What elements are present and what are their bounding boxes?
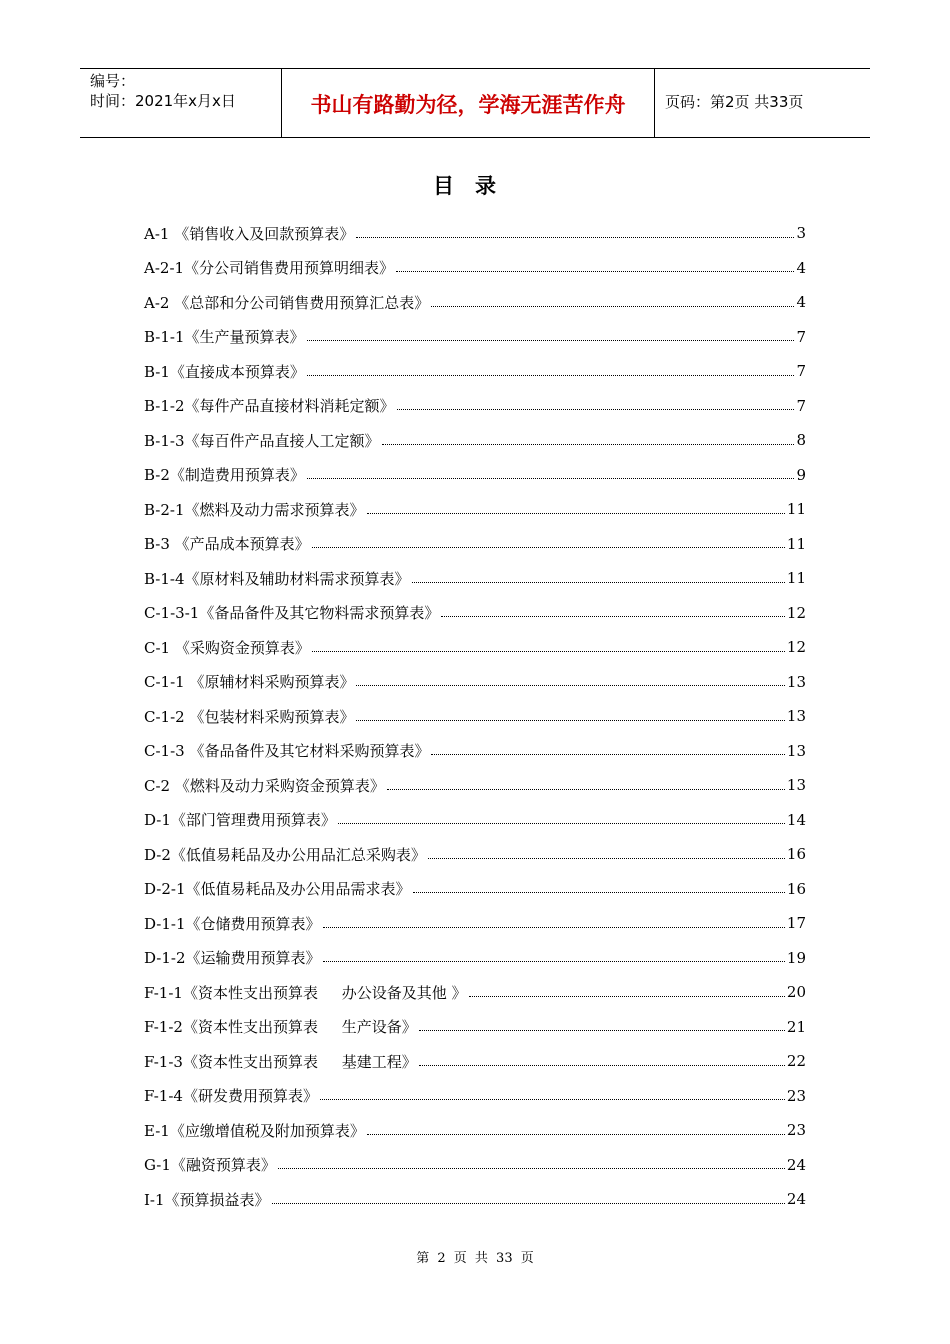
toc-entry-label: D-2-1《低值易耗品及办公用品需求表》 — [144, 880, 411, 899]
page-footer: 第 2 页 共 33 页 — [416, 1251, 534, 1266]
toc-entry-label: C-1-3-1《备品备件及其它物料需求预算表》 — [144, 604, 440, 623]
toc-entry-label: B-1《直接成本预算表》 — [144, 362, 305, 381]
toc-entry-page: 9 — [796, 465, 806, 484]
toc-entry-label: A-1 《销售收入及回款预算表》 — [144, 224, 355, 243]
toc-entry[interactable] — [144, 596, 806, 631]
toc-entry-label: D-1《部门管理费用预算表》 — [144, 811, 336, 830]
toc-entry-label: D-2《低值易耗品及办公用品汇总采购表》 — [144, 845, 426, 864]
toc-entry-page: 20 — [786, 983, 806, 1002]
toc-entry[interactable] — [144, 492, 806, 527]
toc-leader-dots — [431, 754, 784, 755]
toc-leader-dots — [441, 616, 785, 617]
toc-entry-label: A-2 《总部和分公司销售费用预算汇总表》 — [144, 293, 430, 312]
toc-entry-page: 24 — [786, 1155, 806, 1174]
toc-leader-dots — [356, 720, 784, 721]
toc-leader-dots — [272, 1203, 785, 1204]
toc-entry-page: 3 — [796, 224, 806, 243]
header-motto: 书山有路勤为径，学海无涯苦作舟 — [310, 93, 626, 117]
toc-entry-label: B-2《制造费用预算表》 — [144, 466, 305, 485]
toc-entry[interactable] — [144, 216, 806, 251]
toc-entry[interactable] — [144, 837, 806, 872]
toc-leader-dots — [428, 858, 785, 859]
toc-entry-label: C-1-1 《原辅材料采购预算表》 — [144, 673, 355, 692]
toc-leader-dots — [382, 444, 795, 445]
header-meta-cell — [80, 69, 282, 137]
toc-entry[interactable] — [144, 285, 806, 320]
toc-entry-label: F-1-4《研发费用预算表》 — [144, 1087, 318, 1106]
header-page-info: 页码：第2页 共33页 — [665, 93, 804, 111]
toc-leader-dots — [367, 1134, 785, 1135]
toc-entry[interactable] — [144, 561, 806, 596]
toc-entry-label: E-1《应缴增值税及附加预算表》 — [144, 1121, 365, 1140]
toc-leader-dots — [338, 823, 785, 824]
toc-entry-page: 16 — [786, 879, 806, 898]
toc-entry-page: 13 — [786, 672, 806, 691]
header-page-cell — [655, 69, 870, 137]
toc-entry[interactable] — [144, 389, 806, 424]
toc-entry-page: 8 — [796, 431, 806, 450]
toc-entry-page: 12 — [786, 638, 806, 657]
toc-leader-dots — [396, 271, 794, 272]
document-number-label: 编号： — [90, 72, 136, 90]
toc-entry[interactable] — [144, 768, 806, 803]
toc-leader-dots — [323, 927, 785, 928]
toc-entry-page: 23 — [786, 1121, 806, 1140]
toc-entry-label: B-2-1《燃料及动力需求预算表》 — [144, 500, 365, 519]
toc-entry-page: 13 — [786, 707, 806, 726]
toc-leader-dots — [320, 1099, 785, 1100]
toc-leader-dots — [431, 306, 794, 307]
toc-entry[interactable] — [144, 458, 806, 493]
toc-leader-dots — [307, 375, 795, 376]
toc-entry-label: B-1-4《原材料及辅助材料需求预算表》 — [144, 569, 410, 588]
toc-entry-page: 17 — [786, 914, 806, 933]
toc-entry[interactable] — [144, 354, 806, 389]
toc-entry-page: 13 — [786, 741, 806, 760]
toc-entry-label: F-1-3《资本性支出预算表 基建工程》 — [144, 1052, 417, 1071]
toc-entry[interactable] — [144, 630, 806, 665]
toc-entry-label: B-1-1《生产量预算表》 — [144, 328, 305, 347]
table-of-contents — [144, 216, 806, 1217]
toc-entry-page: 19 — [786, 948, 806, 967]
toc-entry-page: 21 — [786, 1017, 806, 1036]
toc-entry-label: B-1-2《每件产品直接材料消耗定额》 — [144, 397, 395, 416]
toc-entry-label: C-1-3 《备品备件及其它材料采购预算表》 — [144, 742, 430, 761]
header-motto-cell — [282, 69, 655, 137]
toc-entry-label: I-1《预算损益表》 — [144, 1190, 270, 1209]
toc-entry-page: 7 — [796, 327, 806, 346]
toc-leader-dots — [307, 340, 795, 341]
toc-entry[interactable] — [144, 803, 806, 838]
toc-entry[interactable] — [144, 1079, 806, 1114]
toc-entry-label: B-3 《产品成本预算表》 — [144, 535, 310, 554]
document-time-label: 时间：2021年x月x日 — [90, 92, 236, 110]
toc-entry-page: 4 — [796, 258, 806, 277]
toc-entry[interactable] — [144, 1182, 806, 1217]
toc-entry-label: A-2-1《分公司销售费用预算明细表》 — [144, 259, 395, 278]
toc-entry-page: 14 — [786, 810, 806, 829]
toc-leader-dots — [312, 547, 785, 548]
toc-entry[interactable] — [144, 320, 806, 355]
toc-entry-label: B-1-3《每百件产品直接人工定额》 — [144, 431, 380, 450]
toc-entry-label: C-2 《燃料及动力采购资金预算表》 — [144, 776, 385, 795]
toc-leader-dots — [412, 582, 785, 583]
toc-entry-page: 24 — [786, 1190, 806, 1209]
toc-leader-dots — [469, 996, 785, 997]
toc-entry[interactable] — [144, 699, 806, 734]
toc-entry-page: 7 — [796, 396, 806, 415]
toc-leader-dots — [397, 409, 795, 410]
toc-entry[interactable] — [144, 1044, 806, 1079]
toc-entry-label: G-1《融资预算表》 — [144, 1156, 276, 1175]
toc-leader-dots — [387, 789, 785, 790]
toc-entry-label: C-1 《采购资金预算表》 — [144, 638, 310, 657]
toc-entry[interactable] — [144, 872, 806, 907]
toc-entry-page: 11 — [786, 500, 806, 519]
toc-leader-dots — [356, 237, 794, 238]
toc-entry-page: 23 — [786, 1086, 806, 1105]
toc-leader-dots — [419, 1065, 785, 1066]
toc-entry-page: 7 — [796, 362, 806, 381]
toc-entry-label: F-1-1《资本性支出预算表 办公设备及其他 》 — [144, 983, 467, 1002]
toc-entry-page: 16 — [786, 845, 806, 864]
page-header — [80, 68, 870, 138]
toc-entry-label: D-1-2《运输费用预算表》 — [144, 949, 321, 968]
toc-entry[interactable] — [144, 1113, 806, 1148]
toc-leader-dots — [413, 892, 785, 893]
toc-entry[interactable] — [144, 906, 806, 941]
toc-leader-dots — [356, 685, 784, 686]
toc-entry-page: 4 — [796, 293, 806, 312]
toc-entry[interactable] — [144, 941, 806, 976]
toc-entry[interactable] — [144, 734, 806, 769]
toc-entry-page: 13 — [786, 776, 806, 795]
toc-entry-page: 11 — [786, 534, 806, 553]
toc-entry[interactable] — [144, 1148, 806, 1183]
toc-entry[interactable] — [144, 975, 806, 1010]
toc-entry[interactable] — [144, 423, 806, 458]
toc-entry[interactable] — [144, 527, 806, 562]
toc-leader-dots — [367, 513, 785, 514]
toc-entry-page: 11 — [786, 569, 806, 588]
toc-entry-label: C-1-2 《包装材料采购预算表》 — [144, 707, 355, 726]
toc-entry-label: D-1-1《仓储费用预算表》 — [144, 914, 321, 933]
toc-leader-dots — [312, 651, 785, 652]
toc-entry-page: 22 — [786, 1052, 806, 1071]
toc-leader-dots — [419, 1030, 785, 1031]
toc-entry-page: 12 — [786, 603, 806, 622]
toc-title: 目录 — [433, 174, 517, 198]
toc-entry[interactable] — [144, 251, 806, 286]
toc-leader-dots — [278, 1168, 785, 1169]
toc-entry[interactable] — [144, 665, 806, 700]
toc-leader-dots — [307, 478, 795, 479]
toc-leader-dots — [323, 961, 785, 962]
toc-entry[interactable] — [144, 1010, 806, 1045]
toc-entry-label: F-1-2《资本性支出预算表 生产设备》 — [144, 1018, 417, 1037]
